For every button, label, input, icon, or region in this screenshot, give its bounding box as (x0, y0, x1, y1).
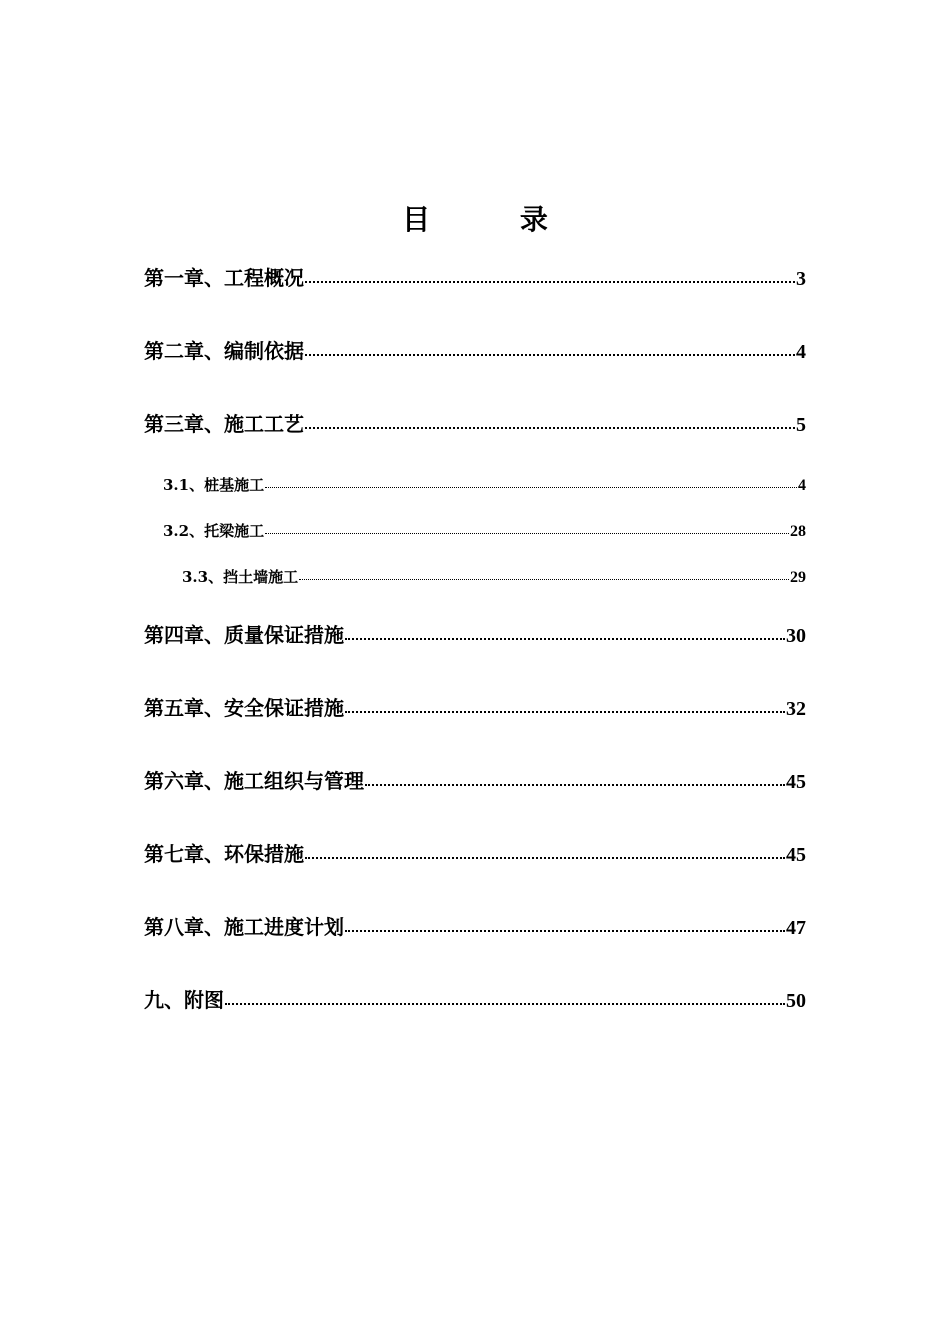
toc-entry-chapter-7[interactable] (144, 840, 806, 869)
toc-entry-page: 4 (796, 341, 806, 363)
toc-leader-dots (305, 338, 795, 358)
toc-entry-label: 九、附图 (144, 988, 224, 1012)
toc-entry-label: 第一章、工程概况 (144, 266, 304, 290)
toc-leader-dots (345, 695, 785, 715)
toc-entry-chapter-1[interactable] (144, 264, 806, 293)
toc-entry-label: 第四章、质量保证措施 (144, 623, 344, 647)
toc-leader-dots (305, 411, 795, 431)
toc-entry-label: 第二章、编制依据 (144, 339, 304, 363)
toc-entry-chapter-4[interactable] (144, 621, 806, 650)
toc-entry-section-3-2[interactable] (163, 520, 806, 543)
toc-entry-label: 第五章、安全保证措施 (144, 696, 344, 720)
toc-leader-dots (265, 475, 797, 490)
toc-leader-dots (305, 841, 785, 861)
toc-entry-label: 3.3、挡土墙施工 (182, 568, 299, 586)
toc-entry-page: 5 (796, 414, 806, 436)
toc-entry-page: 32 (786, 698, 806, 720)
toc-entry-page: 4 (798, 477, 806, 494)
toc-entry-label: 3.1、桩基施工 (163, 476, 265, 494)
toc-entry-label: 第七章、环保措施 (144, 842, 304, 866)
toc-leader-dots (299, 567, 789, 582)
toc-entry-section-3-3[interactable] (182, 566, 806, 589)
toc-entry-chapter-9[interactable] (144, 986, 806, 1015)
toc-leader-dots (225, 987, 785, 1007)
toc-entry-label: 3.2、托梁施工 (163, 522, 265, 540)
toc-entry-chapter-6[interactable] (144, 767, 806, 796)
toc-entry-page: 50 (786, 990, 806, 1012)
toc-title: 目 录 (402, 203, 588, 236)
toc-entry-label: 第六章、施工组织与管理 (144, 769, 364, 793)
toc-entry-page: 30 (786, 625, 806, 647)
toc-entry-page: 3 (796, 268, 806, 290)
toc-leader-dots (345, 914, 785, 934)
toc-entry-chapter-8[interactable] (144, 913, 806, 942)
toc-entry-page: 45 (786, 844, 806, 866)
toc-entry-chapter-5[interactable] (144, 694, 806, 723)
toc-entry-chapter-2[interactable] (144, 337, 806, 366)
toc-entry-label: 第三章、施工工艺 (144, 412, 304, 436)
toc-leader-dots (265, 521, 789, 536)
toc-entry-section-3-1[interactable] (163, 474, 806, 497)
toc-leader-dots (345, 622, 785, 642)
toc-leader-dots (365, 768, 785, 788)
toc-entry-page: 47 (786, 917, 806, 939)
toc-entry-page: 29 (790, 569, 806, 586)
toc-entry-page: 45 (786, 771, 806, 793)
toc-leader-dots (305, 265, 795, 285)
toc-entry-chapter-3[interactable] (144, 410, 806, 439)
toc-entry-page: 28 (790, 523, 806, 540)
toc-entry-label: 第八章、施工进度计划 (144, 915, 344, 939)
